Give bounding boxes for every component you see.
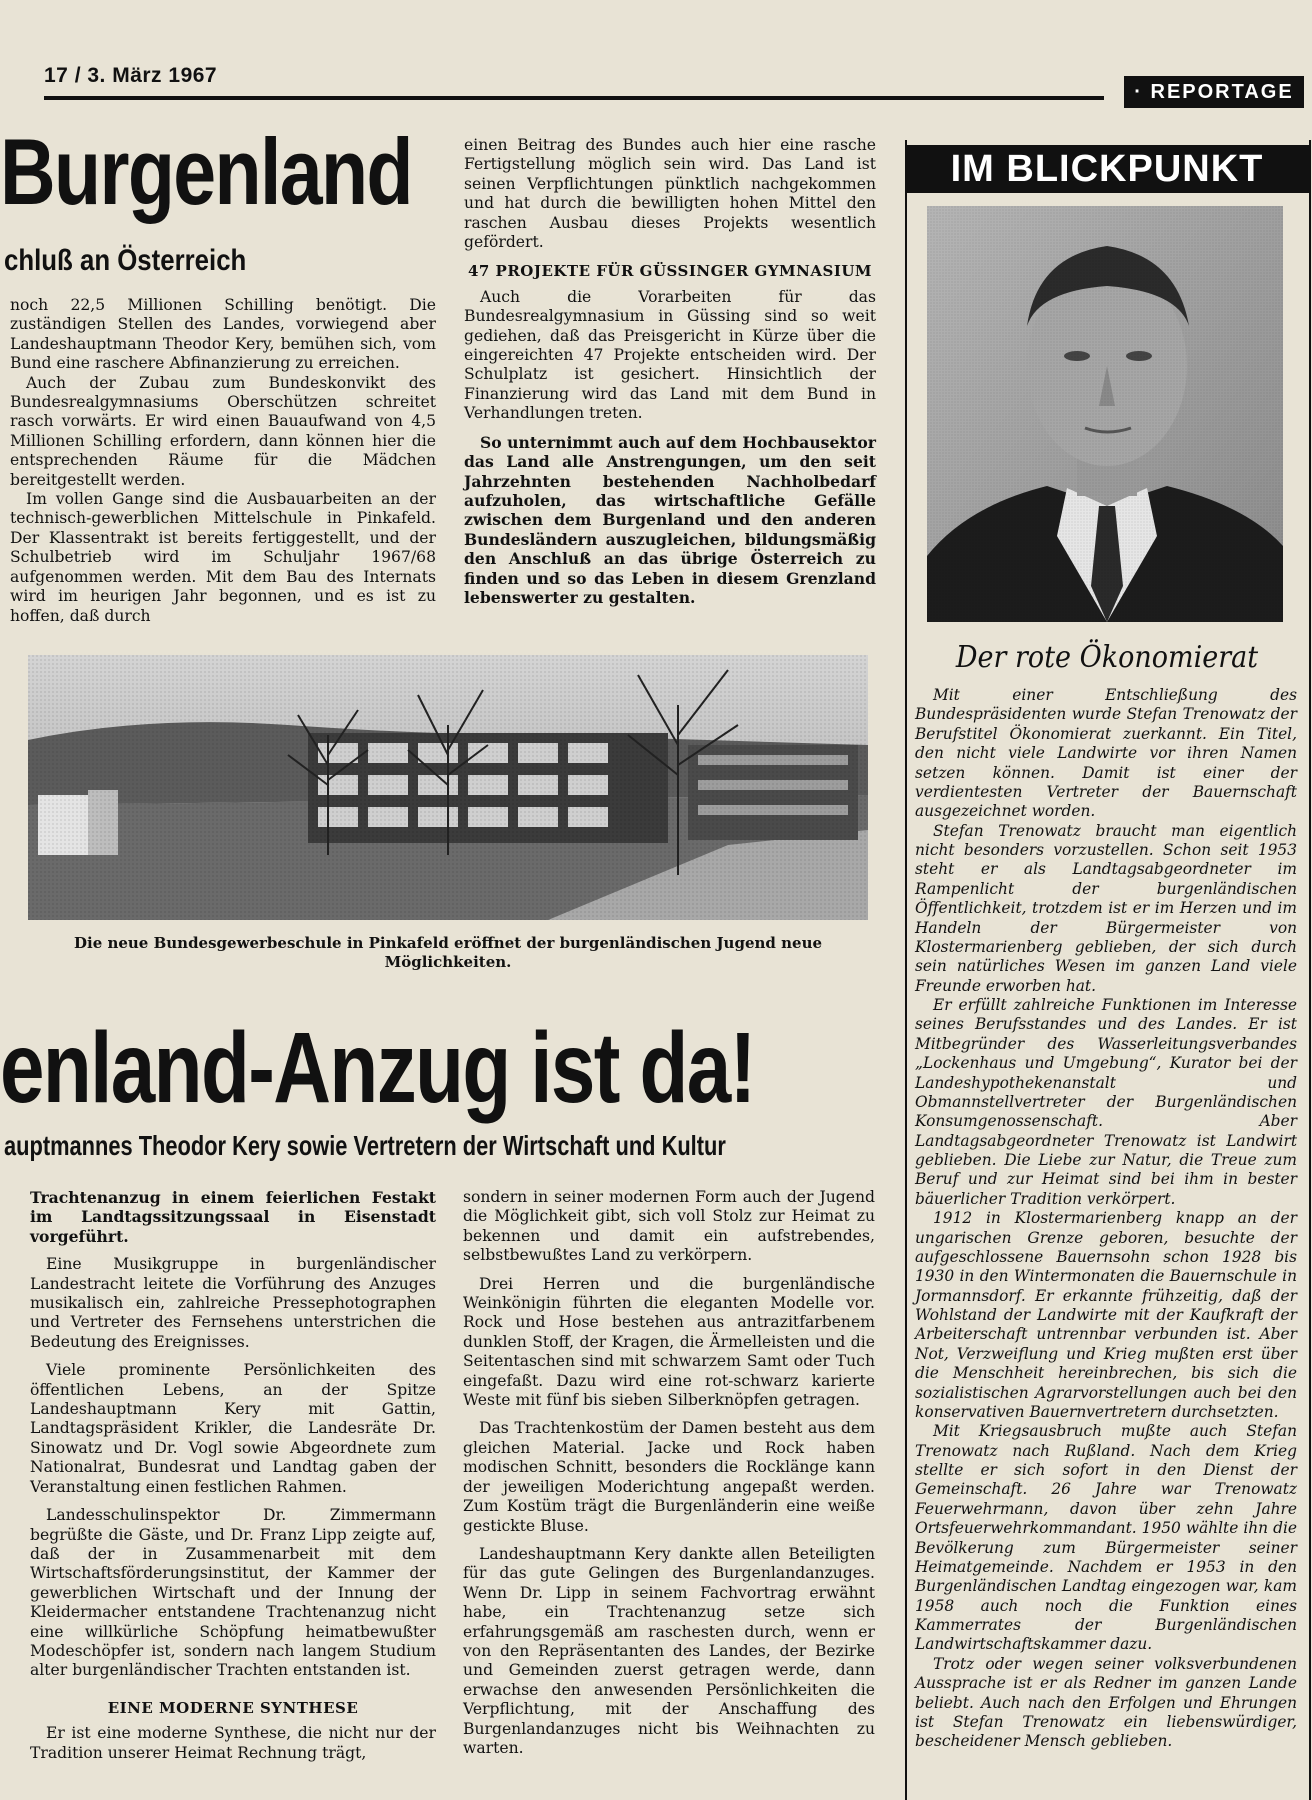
section-heading: 47 PROJEKTE FÜR GÜSSINGER GYMNASIUM — [467, 262, 873, 281]
lead-paragraph: Trachtenanzug in einem feierlichen Festakt im Landtagssitzungssaal in Eisenstadt vorgeführt. — [30, 1188, 436, 1246]
section-heading: EINE MODERNE SYNTHESE — [107, 1698, 359, 1717]
portrait-image — [927, 206, 1283, 622]
bold-paragraph: So unternimmt auch auf dem Hochbausektor das Land alle Anstrengungen, um den seit Jahrzehnten bestehenden Nachholbedarf aufzuholen, das wirtschaftliche Gefälle zwischen dem Burgenland und den anderen Bundesländern auszugleichen, bildungsmäßig den Anschluß an das übrige Österreich zu finden und so das Leben in diesem Grenzland lebenswerter zu gestalten. — [464, 432, 876, 607]
article2-column-2 — [463, 1188, 875, 1758]
paragraph: Landesschulinspektor Dr. Zimmermann begrüßte die Gäste, und Dr. Franz Lipp zeigte auf, daß der in Zusammenarbeit mit dem Wirtschaftsförderungsinstitut, der Kammer der gewerblichen Wirtschaft und der Innung der Kleidermacher entstandene Trachtenanzug nicht eine willkürliche Schöpfung heimatbewußter Modeschöpfer ist, sondern nach langem Studium alter burgenländischer Trachten entstanden ist. — [30, 1506, 436, 1680]
photo-caption: Die neue Bundesgewerbeschule in Pinkafeld eröffnet der burgenländischen Jugend neue Möglichkeiten. — [73, 934, 823, 971]
paragraph: Eine Musikgruppe in burgenländischer Landestracht leitete die Vorführung des Anzuges musikalisch ein, zahlreiche Pressephotographen und Vertreter des Fernsehens unterstrichen die Bedeutung des Ereignisses. — [30, 1255, 436, 1351]
sidebar-article — [915, 686, 1297, 1752]
paragraph: Er ist eine moderne Synthese, die nicht nur der Tradition unserer Heimat Rechnung trägt, — [30, 1724, 436, 1762]
article1-column-2 — [464, 136, 876, 607]
section-tag: · REPORTAGE — [1124, 76, 1304, 108]
paragraph: sondern in seiner modernen Form auch der Jugend die Möglichkeit gibt, sich voll Stolz zur Heimat zu bekennen und damit ein aufstrebendes, selbstbewußtes Land zu verkörpern. — [463, 1188, 875, 1265]
paragraph: 1912 in Klostermarienberg knapp an der ungarischen Grenze geboren, besuchte der aufgeschlossene Bauernsohn schon 1928 bis 1930 in den Wintermonaten die Bauernschule in Jormannsdorf. Er erkannte frühzeitig, daß der Wohlstand der Landwirte mit der Kaufkraft der Arbeiterschaft untrennbar verbunden ist. Aber Not, Verzweiflung und Krieg mußten erst über die Menschheit hereinbrechen, bis sich die sozialistischen Agrarvorstellungen auch bei den konservativen Bauernvertretern durchsetzten. — [915, 1209, 1297, 1421]
article1-subheadline: chluß an Österreich — [4, 244, 247, 277]
school-building-image — [28, 655, 868, 920]
paragraph: Auch die Vorarbeiten für das Bundesrealgymnasium in Güssing sind so weit gediehen, daß das Preisgericht in Kürze über die eingereichten 47 Projekte entscheiden wird. Der Schulplatz ist gesichert. Hinsichtlich der Finanzierung wird das Land mit dem Bund in Verhandlungen treten. — [464, 287, 876, 423]
article2-column-1 — [30, 1188, 436, 1763]
header-rule — [44, 96, 1104, 100]
sidebar-title: Der rote Ökonomierat — [955, 640, 1259, 675]
paragraph: Landeshauptmann Kery dankte allen Beteiligten für das gute Gelingen des Burgenlandanzuges. Wenn Dr. Lipp in seinem Fachvortrag erwähnt habe, ein Trachtenanzug setze sich erfahrungsgemäß am raschesten durch, wenn er von den Repräsentanten des Landes, der Bezirke und Gemeinden zuerst getragen werde, dann erwachse den anwesenden Persönlichkeiten die Verpflichtung, mit der Anschaffung des Burgenlandanzuges nicht bis Weihnachten zu warten. — [463, 1544, 875, 1757]
sidebar-banner: IM BLICKPUNKT — [905, 145, 1309, 193]
article1-column-1 — [10, 296, 436, 626]
paragraph: Auch der Zubau zum Bundeskonvikt des Bundesrealgymnasiums Oberschützen schreitet rasch vorwärts. Er wird einen Bauaufwand von 4,5 Millionen Schilling erfordern, dann können hier die entsprechenden Räume für die Mädchen bereitgestellt werden. — [10, 373, 436, 489]
paragraph: Mit Kriegsausbruch mußte auch Stefan Trenowatz nach Rußland. Nach dem Krieg stellte er sich sofort in den Dienst der Gemeinschaft. 26 Jahre war Trenowatz Feuerwehrmann, davon über zehn Jahre Ortsfeuerwehrkommandant. 1950 wählte ihn die Bevölkerung zum Bürgermeister seiner Heimatgemeinde. Nachdem er 1953 in den Burgenländischen Landtag eingezogen war, kam 1958 auch noch die Funktion eines Kammerrates der Burgenländischen Landwirtschaftskammer dazu. — [915, 1422, 1297, 1654]
article1-headline: Burgenland — [0, 119, 412, 224]
paragraph: Im vollen Gange sind die Ausbauarbeiten an der technisch-gewerblichen Mittelschule in Pinkafeld. Der Klassentrakt ist bereits fertiggestellt, und der Schulbetrieb wird im Schuljahr 1967/68 aufgenommen werden. Mit dem Bau des Internats wird im heurigen Jahr begonnen, und es ist zu hoffen, daß durch — [10, 490, 436, 625]
paragraph: Mit einer Entschließung des Bundespräsidenten wurde Stefan Trenowatz der Berufstitel Ökonomierat zuerkannt. Ein Titel, den nicht viele Landwirte vor ihren Namen setzen können. Damit ist einer der verdientesten Vertreter der Bauernschaft ausgezeichnet worden. — [915, 686, 1297, 821]
paragraph: Trotz oder wegen seiner volksverbundenen Aussprache ist er als Redner im ganzen Lande beliebt. Auch nach den Erfolgen und Ehrungen ist Stefan Trenowatz ein liebenswürdiger, bescheidener Mensch geblieben. — [915, 1654, 1297, 1751]
paragraph: Stefan Trenowatz braucht man eigentlich nicht besonders vorzustellen. Schon seit 1953 steht er als Landtagsabgeordneter im Rampenlicht der burgenländischen Öffentlichkeit, trotzdem ist er im Herzen und im Handeln der Bürgermeister von Klostermarienberg geblieben, der sich durch sein natürliches Wesen im ganzen Land viele Freunde erworben hat. — [915, 821, 1297, 995]
issue-date: 17 / 3. März 1967 — [44, 64, 218, 87]
paragraph: Er erfüllt zahlreiche Funktionen im Interesse seines Berufsstandes und des Landes. Er ist Mitbegründer des Wasserleitungsverbandes „Lockenhaus und Umgebung“, Kurator bei der Landeshypothekenanstalt und Obmannstellvertreter der Burgenländischen Konsumgenossenschaft. Aber Landtagsabgeordneter Trenowatz ist Landwirt geblieben. Die Liebe zur Natur, die Treue zum Beruf und zur Heimat sind bei ihm in bester bäuerlicher Tradition verkörpert. — [915, 996, 1297, 1208]
article2-subheadline: auptmannes Theodor Kery sowie Vertretern der Wirtschaft und Kultur — [4, 1130, 726, 1161]
paragraph: noch 22,5 Millionen Schilling benötigt. Die zuständigen Stellen des Landes, vorwiegend aber Landeshauptmann Theodor Kery, bemühen sich, vom Bund eine raschere Abfinanzierung zu erreichen. — [10, 296, 436, 373]
paragraph: Drei Herren und die burgenländische Weinkönigin führten die eleganten Modelle vor. Rock und Hose bestehen aus antrazitfarbenem dunklen Stoff, der Kragen, die Ärmelleisten und die Seitentaschen sind mit schwarzem Samt oder Tuch eingefaßt. Dazu wird eine rot-schwarz karierte Weste mit fünf bis sieben Silberknöpfen getragen. — [463, 1274, 875, 1410]
portrait-photo — [927, 206, 1283, 622]
paragraph: Das Trachtenkostüm der Damen besteht aus dem gleichen Material. Jacke und Rock haben modischen Schnitt, besonders die Rocklänge kann der jeweiligen Moderichtung angepaßt werden. Zum Kostüm trägt die Burgenländerin eine weiße gestickte Bluse. — [463, 1419, 875, 1535]
paragraph: Viele prominente Persönlichkeiten des öffentlichen Lebens, an der Spitze Landeshauptmann Kery mit Gattin, Landtagspräsident Krikler, die Landesräte Dr. Sinowatz und Dr. Vogl sowie Abgeordnete zum Nationalrat, Bundesrat und Landtag gaben der Veranstaltung einen festlichen Rahmen. — [30, 1361, 436, 1496]
article2-headline: enland-Anzug ist da! — [0, 1012, 755, 1124]
school-building-photo — [28, 655, 868, 920]
paragraph: einen Beitrag des Bundes auch hier eine rasche Fertigstellung möglich sein wird. Das Land ist seinen Verpflichtungen pünktlich nachgekommen und hat durch die bewilligten hohen Mittel den raschen Ausbau dieses Projekts wesentlich gefördert. — [464, 136, 876, 252]
